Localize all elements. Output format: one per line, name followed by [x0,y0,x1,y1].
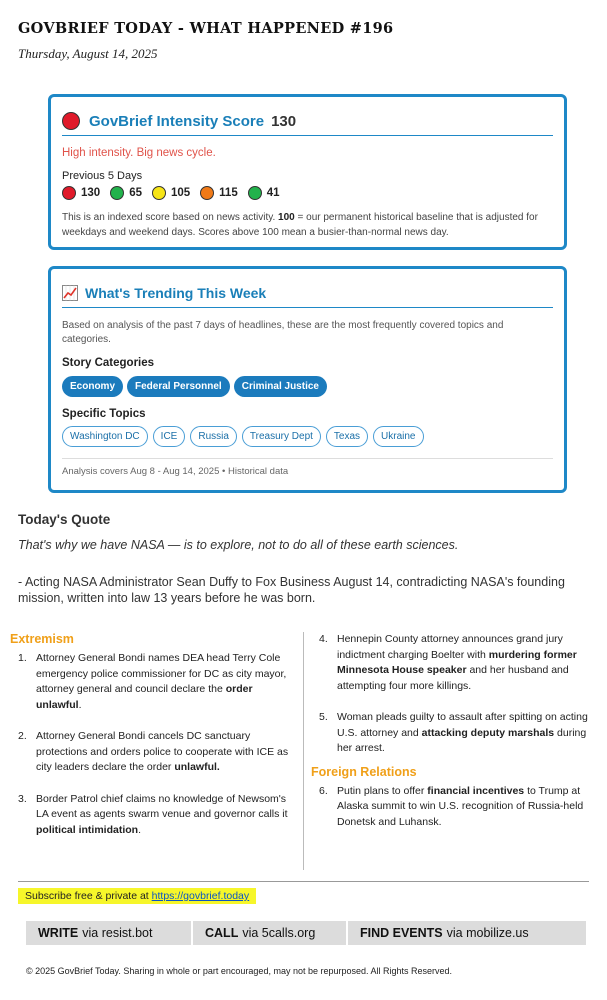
intensity-score-card [48,94,567,250]
action-bar [26,921,586,945]
story-item: 4. Hennepin County attorney announces grand jury indictment charging Boelter with murdering former Minnesota House speaker and her husband and attempting four more killings. [319,633,577,692]
red-circle-icon [62,112,80,130]
intensity-score-value: 130 [271,112,297,130]
quote-heading: Today's Quote [18,512,111,527]
category-pill[interactable]: Criminal Justice [234,376,327,397]
write-action[interactable]: WRITE via resist.bot [38,926,153,940]
red-circle-icon [62,186,76,200]
story-item: 2. Attorney General Bondi cancels DC sanctuary protections and orders police to cooperate with ICE as city leaders declare the order unlawful. [18,730,289,773]
footer-divider [18,881,589,882]
previous-days-list [62,186,290,200]
intensity-card-header [62,107,553,136]
copyright-footer: © 2025 GovBrief Today. Sharing in whole or part encouraged, may not be repurposed. All Rights Reserved. [26,966,453,976]
trending-description: Based on analysis of the past 7 days of headlines, these are the most frequently covered topics and categories. [62,320,504,345]
analysis-footnote: Analysis covers Aug 8 - Aug 14, 2025 • Historical data [62,458,553,477]
previous-day-score: 41 [266,187,280,199]
call-action[interactable]: CALL via 5calls.org [191,921,346,945]
previous-day-item [110,186,142,200]
orange-circle-icon [200,186,214,200]
story-categories-list [62,376,331,397]
yellow-circle-icon [152,186,166,200]
green-circle-icon [248,186,262,200]
previous-day-item [248,186,280,200]
subscribe-link[interactable]: https://govbrief.today [151,890,250,902]
story-categories-label: Story Categories [62,357,155,369]
column-divider [303,632,304,870]
story-item: 6. Putin plans to offer financial incentives to Trump at Alaska summit to win U.S. recognition of Russia-held Donetsk and Luhansk. [319,784,584,828]
topic-pill[interactable]: Texas [326,426,368,447]
topic-pill[interactable]: Ukraine [373,426,423,447]
section-heading-foreign-relations: Foreign Relations [311,764,417,779]
issue-date: Thursday, August 14, 2025 [18,46,158,61]
quote-source: - Acting NASA Administrator Sean Duffy to Fox Business August 14, contradicting NASA's founding mission, written into law 13 years before he was born. [18,575,565,605]
specific-topics-label: Specific Topics [62,408,146,420]
quote-text: That's why we have NASA — is to explore, not to do all of these earth sciences. [18,538,459,552]
stories-left-column [10,632,295,854]
trending-card [48,266,567,493]
intensity-explanation: This is an indexed score based on news activity. 100 = our permanent historical baseline that is adjusted for weekdays and weekend days. Scores above 100 mean a busier-than-normal news day. [62,212,538,238]
previous-day-item [62,186,100,200]
find-events-action[interactable]: FIND EVENTS via mobilize.us [346,921,586,945]
topic-pill[interactable]: Russia [190,426,237,447]
topic-pill[interactable]: Treasury Dept [242,426,321,447]
page-title: GOVBRIEF TODAY - WHAT HAPPENED #196 [18,20,394,37]
previous-day-score: 130 [81,187,101,199]
story-item: 3. Border Patrol chief claims no knowledge of Newsom's LA event as agents swarm venue and governor calls it political intimidation. [18,792,288,836]
section-heading-extremism: Extremism [10,632,74,646]
intensity-status: High intensity. Big news cycle. [62,147,216,159]
intensity-title: GovBrief Intensity Score [89,112,265,130]
topic-pill[interactable]: Washington DC [62,426,148,447]
previous-days-label: Previous 5 Days [62,170,143,182]
subscribe-text: Subscribe free & private at [25,890,152,902]
previous-day-score: 65 [129,187,142,199]
green-circle-icon [110,186,124,200]
category-pill[interactable]: Economy [62,376,123,397]
trending-card-header [62,279,553,308]
subscribe-banner [18,888,256,904]
stories-right-column [311,632,601,846]
story-item: 1. Attorney General Bondi names DEA head Terry Cole emergency police commissioner for DC as city mayor, attorney general and council declare the order unlawful. [18,652,287,711]
specific-topics-list [62,426,429,447]
topic-pill[interactable]: ICE [153,426,186,447]
category-pill[interactable]: Federal Personnel [127,376,230,397]
previous-day-item [200,186,238,200]
chart-increasing-icon [62,285,78,301]
story-item: 5. Woman pleads guilty to assault after spitting on acting U.S. attorney and attacking deputy marshals during her arrest. [319,711,588,754]
previous-day-score: 105 [170,187,191,199]
trending-title: What's Trending This Week [85,285,267,301]
previous-day-item [152,186,190,200]
previous-day-score: 115 [219,187,238,199]
